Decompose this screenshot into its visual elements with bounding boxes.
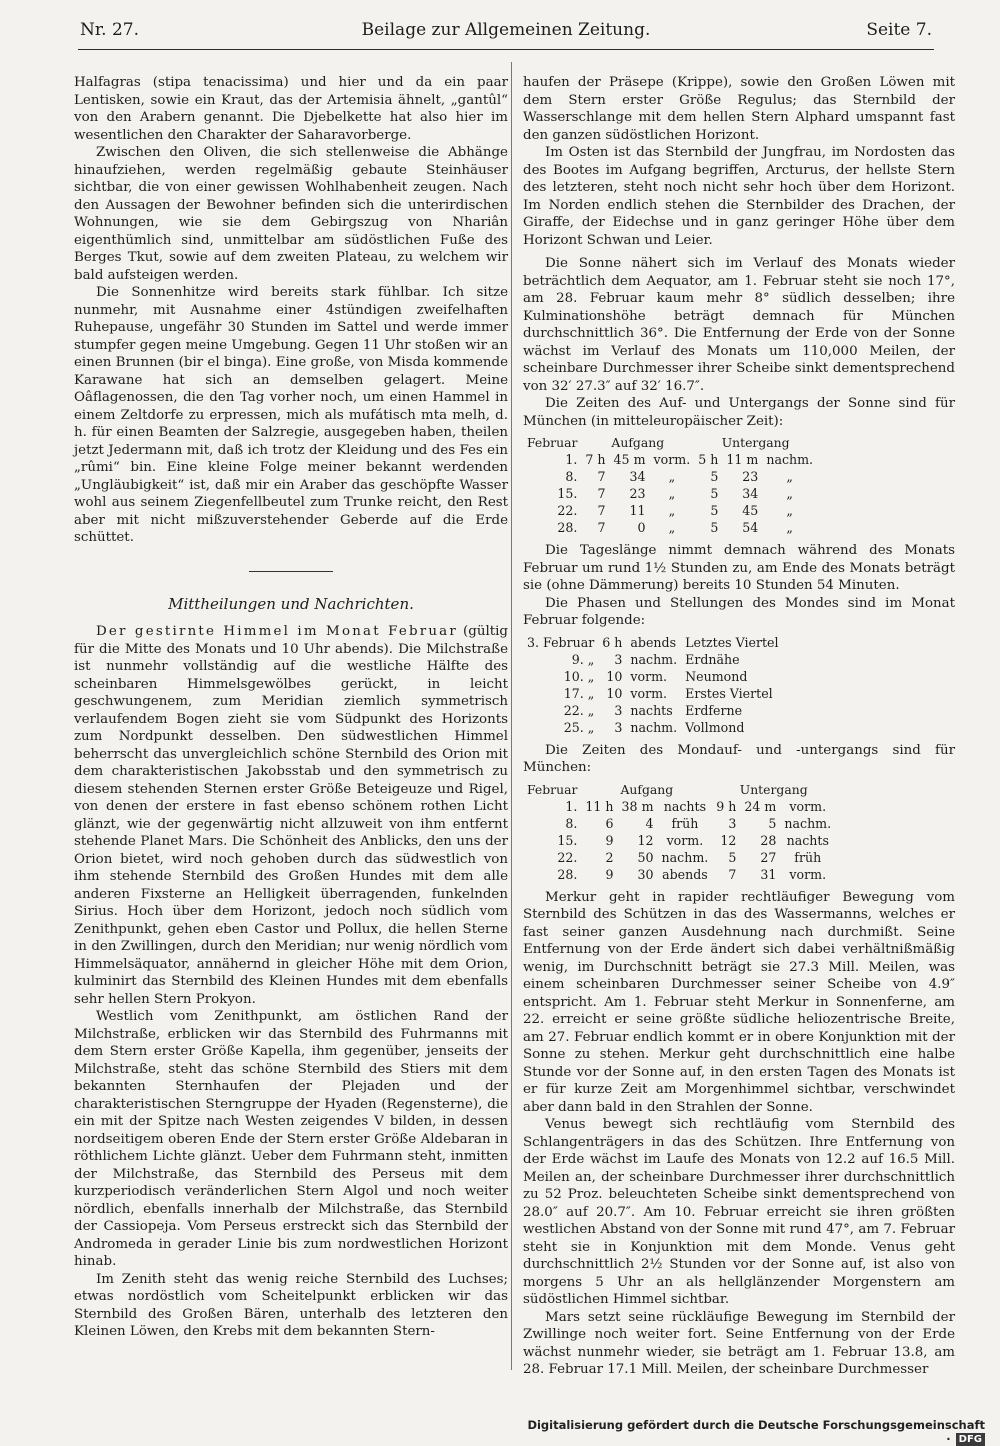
table-cell: 12 bbox=[637, 832, 654, 848]
table-cell: 3 bbox=[614, 651, 623, 667]
table-cell: 5 h bbox=[698, 452, 719, 467]
paragraph: Im Osten ist das Sternbild der Jungfrau, im Nordosten das des Bootes im Aufgang begriffen, Arcturus, der hellste Stern des letzteren, steht noch nicht sehr hoch über dem Horizont. Im Norden endlich stehen die Sternbilder des Drachen, der Giraffe, der Eidechse und in ganz geringer Höhe über dem Horizont Schwan und Leier. bbox=[523, 145, 955, 248]
sun-table-body bbox=[523, 451, 817, 536]
paragraph: Die Zeiten des Auf- und Untergangs der Sonne sind für München (in mitteleuropäischer Zeit): bbox=[523, 396, 955, 429]
table-cell: früh bbox=[794, 849, 822, 865]
table-cell: 45 bbox=[742, 503, 759, 518]
dfg-logo: DFG bbox=[956, 1433, 985, 1446]
table-cell: „ bbox=[668, 520, 676, 535]
paragraph: Die Tageslänge nimmt demnach während des Monats Februar um rund 1½ Stunden zu, am Ende des Monats beträgt sie (ohne Dämmerung) bereits 10 Stunden 54 Minuten. bbox=[523, 543, 955, 593]
paragraph: Die Zeiten des Mondauf- und -untergangs sind für München: bbox=[523, 742, 955, 775]
table-cell: 0 bbox=[637, 520, 646, 535]
paragraph: Westlich vom Zenithpunkt, am östlichen Rand der Milchstraße, erblicken wir das Sternbild des Fuhrmanns mit dem Stern erster Größe Kapella, ihm gegenüber, jenseits der Milchstraße, steht das schöne Sternbild des Stiers mit dem bekannten Sternhaufen der Plejaden und der charakteristischen Sterngruppe der Hyaden (Regensterne), die ein mit der Spitze nach Westen zeigendes V bilden, in dessen nordseitigem oberen Ende der Stern erster Größe Aldebaran in röthlichem Lichte glänzt. Ueber dem Fuhrmann steht, inmitten der Milchstraße, das Sternbild des Perseus mit dem kurzperiodisch veränderlichen Stern Algol und noch weiter nördlich, ebenfalls innerhalb der Milchstraße, das Sternbild der Cassiopeja. Vom Perseus erstreckt sich das Sternbild der Andromeda in gerader Linie bis zum nordwestlichen Horizont hinab. bbox=[74, 1009, 508, 1269]
table-cell: 17. „ bbox=[563, 685, 595, 701]
paragraph: Die Sonnenhitze wird bereits stark fühlbar. Ich sitze nunmehr, mit Ausnahme einer 4stündigen zweifelhaften Ruhepause, ungefähr 30 Stunden im Sattel und werde immer stumpfer gegen meine Umgebung. Gegen 11 Uhr stoßen wir an einen Brunnen (bir el binga). Eine große, von Misda kommende Karawane hat sich an demselben gelagert. Meine Oâflagenossen, die den Tag vorher noch, um einen Hammel in einem Zeltdorfe zu erpressen, mich als mufátisch mta melh, d. h. für einen Beamten der Salzregie, ausgegeben haben, theilen jetzt Jedermann mit, daß ich trotz der Kleidung und des Fes ein „rûmi“ bin. Eine kleine Folge meiner bekannt werdenden „Ungläubigkeit“ ist, daß mir ein Araber das geschöpfte Wasser wohl aus seinem Ziegenfellbeutel zum Trunke reicht, den Rest aber mit nicht mißzuverstehender Geberde auf die Erde schüttet. bbox=[74, 285, 508, 545]
paragraph: Mars setzt seine rückläufige Bewegung im Sternbild der Zwillinge noch weiter fort. Seine Entfernung von der Erde wächst nunmehr wieder, sie beträgt am 1. Februar 13.8, am 28. Februar 17.1 Mill. Meilen, der scheinbare Durchmesser bbox=[523, 1309, 955, 1377]
table-row bbox=[523, 832, 835, 849]
paragraph: Merkur geht in rapider rechtläufiger Bewegung vom Sternbild des Schützen in das des Wassermanns, welches er fast seiner ganzen Ausdehnung nach durchmißt. Seine Entfernung von der Erde ändert sich dabei verhältnißmäßig wenig, im Durchschnitt beträgt sie 27.3 Mill. Meilen, was einem scheinbaren Durchmesser seiner Scheibe von 4.9″ entspricht. Am 1. Februar steht Merkur in Sonnenferne, am 22. erreicht er seine größte südliche heliozentrische Breite, am 27. Februar endlich kommt er in obere Konjunktion mit der Sonne zu stehen. Merkur geht durchschnittlich eine halbe Stunde vor der Sonne auf, in den ersten Tagen des Monats ist er für kurze Zeit am Morgenhimmel sichtbar, verschwindet aber dann bald in den Strahlen der Sonne. bbox=[523, 889, 955, 1115]
table-header: Untergang bbox=[739, 781, 808, 797]
table-row bbox=[523, 702, 783, 719]
table-cell: 23 bbox=[742, 469, 759, 484]
table-cell: vorm. bbox=[789, 866, 827, 882]
table-row bbox=[523, 668, 783, 685]
table-cell: Erdferne bbox=[685, 702, 743, 718]
table-cell: 10 bbox=[606, 685, 623, 701]
table-cell: „ bbox=[786, 486, 793, 501]
table-row bbox=[523, 468, 817, 485]
paragraph: Zwischen den Oliven, die sich stellenweise die Abhänge hinaufziehen, werden regelmäßig gebaute Steinhäuser sichtbar, die von einer gewissen Wohlhabenheit zeugen. Nach den Aussagen der Bewohner befinden sich die unterirdischen Wohnungen, wie sie dem Gebirgszug von Nhariân eigenthümlich sind, unmittelbar am südöstlichen Fuße des Berges Tkut, sowie auf dem zweiten Plateau, zu welchem wir bald aufsteigen werden. bbox=[74, 145, 508, 283]
moon-times-table bbox=[523, 781, 835, 883]
table-cell: 5 bbox=[728, 849, 737, 865]
table-cell: 28. bbox=[557, 520, 578, 535]
table-cell: „ bbox=[668, 469, 676, 484]
right-column bbox=[523, 74, 955, 1379]
table-cell: 9. „ bbox=[571, 651, 595, 667]
table-cell: 7 h bbox=[585, 452, 606, 467]
paragraph: Im Zenith steht das wenig reiche Sternbild des Luchses; etwas nordöstlich vom Scheitelpunkt erblicken wir das Sternbild des Großen Bären, unterhalb des letzteren den Kleinen Löwen, den Krebs mit dem bekannten Stern- bbox=[74, 1271, 508, 1339]
table-cell: 2 bbox=[605, 849, 614, 865]
table-cell: 7 bbox=[597, 486, 606, 501]
paragraph-lead: Der gestirnte Himmel im Monat Februar bbox=[96, 624, 458, 639]
paragraph: Die Phasen und Stellungen des Mondes sind im Monat Februar folgende: bbox=[523, 595, 955, 628]
table-header-row bbox=[523, 434, 817, 451]
table-cell: 45 m bbox=[613, 452, 646, 467]
table-cell: 23 bbox=[629, 486, 646, 501]
table-cell: „ bbox=[786, 503, 793, 518]
table-cell: nachts bbox=[630, 702, 673, 718]
table-cell: Vollmond bbox=[685, 719, 745, 735]
table-cell: 3 bbox=[614, 702, 623, 718]
table-cell: vorm. bbox=[789, 798, 827, 814]
issue-number: Nr. 27. bbox=[80, 20, 139, 40]
table-cell: 5 bbox=[710, 469, 719, 484]
table-cell: 50 bbox=[637, 849, 654, 865]
table-cell: 38 m bbox=[621, 798, 654, 814]
table-cell: 11 m bbox=[726, 452, 759, 467]
table-cell: 22. bbox=[557, 503, 578, 518]
table-cell: abends bbox=[662, 866, 708, 882]
section-divider bbox=[249, 571, 333, 572]
moon-table-body bbox=[523, 798, 835, 883]
table-cell: 3. Februar bbox=[527, 634, 595, 650]
table-cell: nachts bbox=[663, 798, 707, 814]
table-header: Februar bbox=[527, 781, 578, 797]
table-cell: 7 bbox=[597, 469, 606, 484]
table-row bbox=[523, 519, 817, 536]
table-cell: 10. „ bbox=[563, 668, 595, 684]
paragraph: Die Sonne nähert sich im Verlauf des Monats wieder beträchtlich dem Aequator, am 1. Februar steht sie noch 17°, am 28. Februar kaum mehr 8° südlich desselben; ihre Kulminationshöhe beträgt demnach für München durchschnittlich 36°. Die Entfernung der Erde von der Sonne wächst im Verlauf des Monats um 110,000 Meilen, der scheinbare Durchmesser ihrer Scheibe sinkt dementsprechend von 32′ 27.3″ auf 32′ 16.7″. bbox=[523, 256, 955, 394]
table-header: Februar bbox=[527, 435, 578, 450]
table-cell: 3 bbox=[614, 719, 623, 735]
table-cell: 7 bbox=[597, 503, 606, 518]
table-cell: nachm. bbox=[630, 719, 678, 735]
table-cell: 31 bbox=[760, 866, 777, 882]
table-cell: 24 m bbox=[744, 798, 777, 814]
paragraph: haufen der Präsepe (Krippe), sowie den Großen Löwen mit dem Stern erster Größe Regulus; das Sternbild der Wasserschlange mit dem hellen Stern Alphard umspannt fast den ganzen südöstlichen Horizont. bbox=[523, 75, 955, 143]
table-cell: nachm. bbox=[630, 651, 678, 667]
moon-phases-table bbox=[523, 634, 783, 736]
table-cell: Letztes Viertel bbox=[685, 634, 779, 650]
table-cell: 1. bbox=[565, 798, 578, 814]
table-cell: vorm. bbox=[630, 668, 668, 684]
table-cell: vorm. bbox=[653, 452, 691, 467]
table-cell: 34 bbox=[742, 486, 759, 501]
section-title: Mittheilungen und Nachrichten. bbox=[168, 594, 414, 613]
table-cell: 11 bbox=[629, 503, 646, 518]
table-cell: 25. „ bbox=[563, 719, 595, 735]
table-cell: 28 bbox=[760, 832, 777, 848]
paragraph: Halfagras (stipa tenacissima) und hier und da ein paar Lentisken, sowie ein Kraut, das der Artemisia ähnelt, „gantûl“ von den Arabern genannt. Die Djebelkette hat also hier im wesentlichen den Charakter der Saharavorberge. bbox=[74, 75, 508, 143]
table-cell: „ bbox=[668, 503, 676, 518]
table-cell: 9 h bbox=[716, 798, 737, 814]
table-cell: nachts bbox=[786, 832, 829, 848]
table-cell: nachm. bbox=[784, 815, 832, 831]
table-cell: vorm. bbox=[630, 685, 668, 701]
paragraph bbox=[74, 623, 508, 1008]
table-cell: 5 bbox=[768, 815, 777, 831]
table-cell: 22. bbox=[557, 849, 578, 865]
table-cell: 6 h bbox=[602, 634, 623, 650]
table-cell: nachm. bbox=[766, 452, 814, 467]
table-cell: Erdnähe bbox=[685, 651, 740, 667]
table-cell: 27 bbox=[760, 849, 777, 865]
table-cell: früh bbox=[671, 815, 699, 831]
table-header-row bbox=[523, 781, 835, 798]
table-cell: abends bbox=[630, 634, 677, 650]
table-cell: nachm. bbox=[661, 849, 709, 865]
table-row bbox=[523, 798, 835, 815]
paragraph: Venus bewegt sich rechtläufig vom Sternbild des Schlangenträgers in das des Schützen. Ihre Entfernung von der Erde wächst im Laufe des Monats von 12.2 auf 16.5 Mill. Meilen an, der scheinbare Durchmesser ihrer durchschnittlich zu 52 Proz. beleuchteten Scheibe sinkt dementsprechend von 28.0″ auf 20.7″. Am 10. Februar erreicht sie ihren größten westlichen Abstand von der Sonne mit rund 47°, am 7. Februar steht sie in Konjunktion mit dem Monde. Venus geht durchschnittlich 2½ Stunden vor der Sonne auf, ist also von morgens 5 Uhr an als hellglänzender Morgenstern am südöstlichen Himmel sichtbar. bbox=[523, 1117, 955, 1307]
table-cell: 8. bbox=[565, 815, 578, 831]
page-number: Seite 7. bbox=[866, 20, 932, 40]
paragraph-body: (gültig für die Mitte des Monats und 10 Uhr abends). Die Milchstraße ist nunmehr vollständig auf die westliche Hälfte des scheinbaren Himmelsgewölbes gerückt, in leicht geschwungenem, zum Meridian ziemlich symmetrisch verlaufendem Bogen zieht sie vom Südpunkt des Horizonts zum Nordpunkt desselben. Den südwestlichen Himmel beherrscht das unvergleichlich schöne Sternbild des Orion mit dem charakteristischen Jakobsstab und den symmetrisch zu diesem stehenden Sternen erster Größe Beteigeuze und Rigel, von denen der erstere in fast ebenso schönem rothen Licht glänzt, wie der gegenwärtig nicht allzuweit von ihm entfernt stehende Planet Mars. Die Schönheit des Anblicks, den uns der Orion bietet, wird noch gehoben durch das südwestlich von ihm stehende Sternbild des Großen Hundes mit dem alle anderen Fixsterne an Helligkeit überragenden, funkelnden Sirius. Hoch über dem Horizont, jedoch noch südlich vom Zenithpunkt, gehen eben Castor und Pollux, die hellen Sterne in den Zwillingen, durch den Meridian; nur wenig nördlich vom Himmelsäquator, annähernd in gleicher Höhe mit dem Orion, kulminirt das Sternbild des Kleinen Hundes mit dem ebenfalls sehr hellen Stern Prokyon. bbox=[74, 624, 508, 1007]
table-cell: Neumond bbox=[685, 668, 748, 684]
table-row bbox=[523, 866, 835, 883]
table-cell: 28. bbox=[557, 866, 578, 882]
table-row bbox=[523, 634, 783, 651]
table-cell: 7 bbox=[728, 866, 737, 882]
table-cell: 54 bbox=[742, 520, 759, 535]
table-cell: 15. bbox=[557, 486, 578, 501]
table-cell: 12 bbox=[720, 832, 737, 848]
table-row bbox=[523, 849, 835, 866]
table-cell: 9 bbox=[605, 832, 614, 848]
credit-text: Digitalisierung gefördert durch die Deutsche Forschungsgemeinschaft · bbox=[527, 1418, 985, 1446]
table-cell: 6 bbox=[605, 815, 614, 831]
header-rule bbox=[78, 49, 934, 50]
table-row bbox=[523, 719, 783, 736]
table-cell: „ bbox=[668, 486, 676, 501]
table-row bbox=[523, 502, 817, 519]
table-row bbox=[523, 651, 783, 668]
table-cell: 5 bbox=[710, 503, 719, 518]
publication-title: Beilage zur Allgemeinen Zeitung. bbox=[361, 20, 651, 40]
page-header bbox=[80, 20, 932, 46]
table-cell: 5 bbox=[710, 520, 719, 535]
table-header: Untergang bbox=[721, 435, 790, 450]
table-cell: vorm. bbox=[666, 832, 704, 848]
table-cell: 10 bbox=[606, 668, 623, 684]
table-header: Aufgang bbox=[611, 435, 665, 450]
table-header: Aufgang bbox=[620, 781, 674, 797]
column-divider bbox=[511, 62, 512, 1370]
table-cell: „ bbox=[786, 520, 793, 535]
sun-times-table bbox=[523, 434, 817, 536]
table-cell: 22. „ bbox=[563, 702, 595, 718]
table-cell: 3 bbox=[728, 815, 737, 831]
table-row bbox=[523, 485, 817, 502]
table-cell: 1. bbox=[565, 452, 578, 467]
table-cell: 5 bbox=[710, 486, 719, 501]
table-cell: „ bbox=[786, 469, 793, 484]
table-cell: 9 bbox=[605, 866, 614, 882]
table-cell: 8. bbox=[565, 469, 578, 484]
phase-table-body bbox=[523, 634, 783, 736]
table-cell: 15. bbox=[557, 832, 578, 848]
table-row bbox=[523, 451, 817, 468]
table-cell: 30 bbox=[637, 866, 654, 882]
table-row bbox=[523, 815, 835, 832]
table-cell: Erstes Viertel bbox=[685, 685, 773, 701]
digitization-credit bbox=[520, 1418, 985, 1446]
table-cell: 4 bbox=[645, 815, 654, 831]
table-cell: 11 h bbox=[585, 798, 614, 814]
table-cell: 7 bbox=[597, 520, 606, 535]
table-cell: 34 bbox=[629, 469, 646, 484]
left-column bbox=[74, 74, 508, 1341]
table-row bbox=[523, 685, 783, 702]
